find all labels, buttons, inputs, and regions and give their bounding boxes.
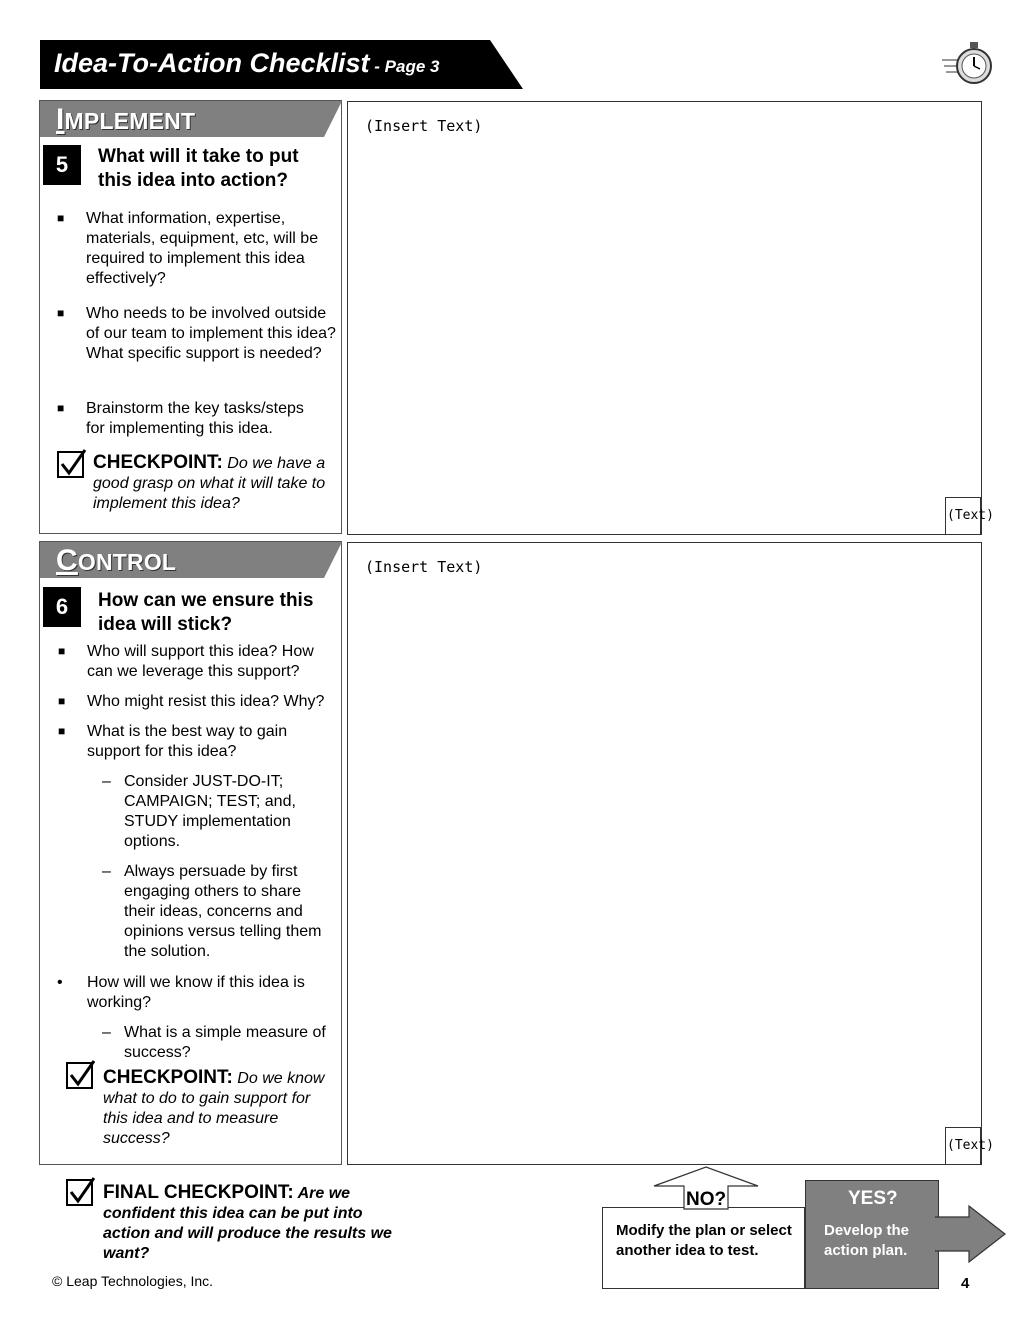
header-text — [54, 48, 439, 79]
implement-question: What will it take to put this idea into action? — [98, 146, 299, 191]
bullet-marker: ■ — [58, 724, 66, 738]
bullet-marker: ■ — [57, 211, 65, 225]
checkbox-checked-icon — [57, 448, 87, 478]
implement-bullet-2: ■ Who needs to be involved outside of our team to implement this idea? What specific support is needed? — [57, 305, 336, 362]
control-input-area[interactable] — [347, 542, 982, 1165]
checkpoint-label: CHECKPOINT: — [103, 1067, 233, 1088]
control-bullet-4: • How will we know if this idea is working? — [57, 974, 305, 1011]
yes-label: YES? — [848, 1188, 898, 1209]
control-insert-text[interactable]: (Insert Text) — [365, 558, 483, 576]
bullet-marker: ■ — [58, 644, 66, 658]
page-subtitle: - Page 3 — [369, 57, 440, 76]
no-text: Modify the plan or select another idea to test. — [616, 1222, 792, 1259]
page-title: Idea-To-Action Checklist — [54, 48, 370, 78]
final-checkpoint-label: FINAL CHECKPOINT: — [103, 1182, 294, 1203]
implement-heading: IMPLEMENT — [56, 103, 196, 136]
right-arrow-icon — [935, 1205, 1007, 1263]
copyright: © Leap Technologies, Inc. — [52, 1273, 214, 1289]
control-sub-bullet-2: – Always persuade by first engaging others to share their ideas, concerns and opinions versus telling them the solution. — [102, 863, 322, 960]
control-panel — [39, 541, 342, 1165]
bullet-marker: ■ — [58, 694, 66, 708]
control-bullet-1: ■ Who will support this idea? How can we leverage this support? — [58, 643, 314, 680]
page-number: 4 — [961, 1275, 970, 1292]
control-sub-bullet-3: – What is a simple measure of success? — [102, 1024, 326, 1061]
dash-marker: – — [102, 1024, 111, 1041]
implement-checkpoint: CHECKPOINT: Do we have a good grasp on what it will take to implement this idea? — [93, 452, 326, 512]
dash-marker: – — [102, 863, 111, 880]
header-banner — [40, 40, 523, 89]
implement-insert-text[interactable]: (Insert Text) — [365, 117, 483, 135]
implement-panel — [39, 100, 342, 534]
implement-input-area[interactable] — [347, 101, 982, 535]
no-label: NO? — [686, 1189, 727, 1210]
control-sub-bullet-1: – Consider JUST-DO-IT; CAMPAIGN; TEST; and, STUDY implementation options. — [102, 773, 296, 850]
final-checkpoint: FINAL CHECKPOINT: Are we confident this idea can be put into action and will produce the results we want? — [103, 1182, 392, 1262]
stopwatch-icon — [940, 40, 994, 86]
bullet-marker: • — [57, 974, 63, 991]
control-heading: CONTROL — [56, 544, 177, 577]
control-bullet-3: ■ What is the best way to gain support for this idea? — [58, 723, 288, 760]
checkbox-checked-icon — [66, 1059, 96, 1089]
yes-text: Develop the action plan. — [824, 1222, 910, 1259]
bullet-marker: ■ — [57, 306, 65, 320]
step-number-5: 5 — [43, 145, 81, 185]
implement-bullet-3: ■ Brainstorm the key tasks/steps for implementing this idea. — [57, 400, 304, 437]
implement-text-box[interactable]: (Text) — [945, 497, 981, 535]
bullet-marker: ■ — [57, 401, 65, 415]
control-question: How can we ensure this idea will stick? — [98, 590, 314, 635]
checkpoint-label: CHECKPOINT: — [93, 452, 223, 473]
control-checkpoint: CHECKPOINT: Do we know what to do to gain support for this idea and to measure success? — [103, 1067, 325, 1147]
dash-marker: – — [102, 773, 111, 790]
implement-bullet-1: ■ What information, expertise, materials, equipment, etc, will be required to implement this idea effectively? — [57, 210, 319, 287]
control-bullet-2: ■ Who might resist this idea? Why? — [58, 693, 325, 710]
control-text-box[interactable]: (Text) — [945, 1127, 981, 1165]
checkbox-checked-icon — [66, 1176, 96, 1206]
step-number-6: 6 — [43, 587, 81, 627]
